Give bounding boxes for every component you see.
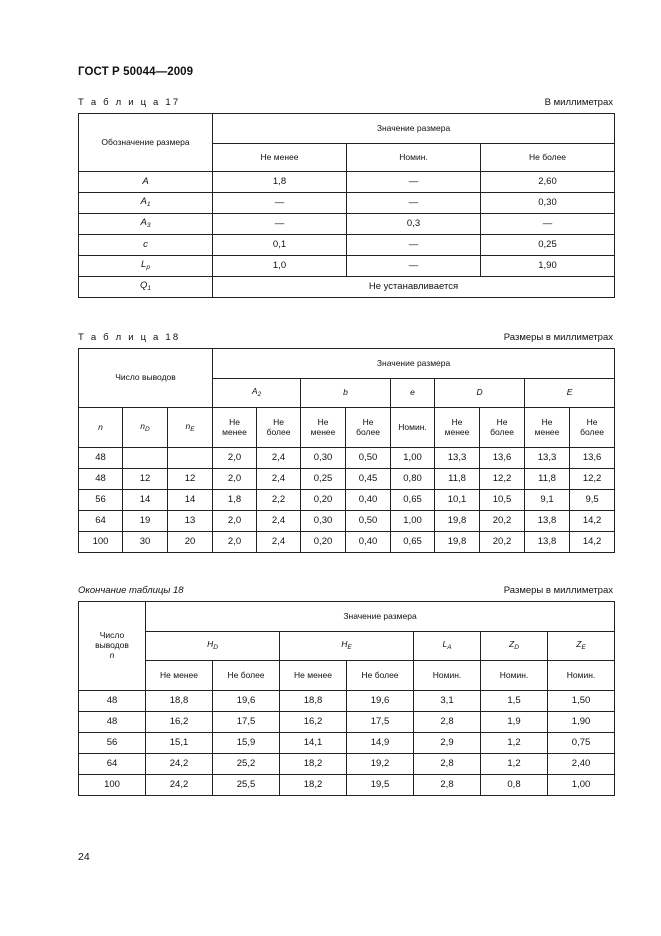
table-cell: 17,5 <box>347 712 414 733</box>
table-cell: 48 <box>79 712 146 733</box>
table-cell: 64 <box>79 511 123 532</box>
table-cell: 2,8 <box>414 775 481 796</box>
table-cell: 24,2 <box>146 775 213 796</box>
table-cell: 1,90 <box>481 256 615 277</box>
table-cell: 16,2 <box>280 712 347 733</box>
table18-sub-max: Не более <box>480 408 525 448</box>
page-number: 24 <box>78 851 90 863</box>
table18-sub-max: Не более <box>570 408 615 448</box>
table-row <box>79 691 615 712</box>
table-cell: 19,6 <box>347 691 414 712</box>
table-cell: 48 <box>79 448 123 469</box>
table18b-units: Размеры в миллиметрах <box>503 585 613 596</box>
table-cell: 18,8 <box>146 691 213 712</box>
table-cell: 2,0 <box>213 448 257 469</box>
table-cell: 2,9 <box>414 733 481 754</box>
size-symbol: $Q_1$ <box>79 277 213 298</box>
table18-sub-min: Не менее <box>213 408 257 448</box>
table-cell: 15,1 <box>146 733 213 754</box>
table17-sub-max: Не более <box>481 144 615 172</box>
table-cell: 0,30 <box>481 193 615 214</box>
table-row <box>79 754 615 775</box>
table-row <box>79 511 615 532</box>
size-symbol: c <box>79 235 213 256</box>
table18b-sub-min: Не менее <box>280 661 347 691</box>
table-cell: 56 <box>79 490 123 511</box>
table18b-group-hd: $H_D$ <box>146 632 280 661</box>
table-cell: 2,40 <box>548 754 615 775</box>
size-symbol: $A_1$ <box>79 193 213 214</box>
table-cell: 2,0 <box>213 469 257 490</box>
table18-group-d: D <box>435 379 525 408</box>
table-cell: 2,8 <box>414 754 481 775</box>
table-cell: 0,20 <box>301 490 346 511</box>
table-row <box>79 448 615 469</box>
table-cell: — <box>347 193 481 214</box>
table-cell: 10,1 <box>435 490 480 511</box>
table-cell: 0,8 <box>481 775 548 796</box>
table-cell: 17,5 <box>213 712 280 733</box>
table-cell: 20,2 <box>480 511 525 532</box>
table-cell: 9,5 <box>570 490 615 511</box>
table-cell: 2,4 <box>257 511 301 532</box>
size-symbol: $A_3$ <box>79 214 213 235</box>
table18-sub-min: Не менее <box>525 408 570 448</box>
size-symbol: A <box>79 172 213 193</box>
table-cell: 19,8 <box>435 532 480 553</box>
table-cell: 100 <box>79 532 123 553</box>
table-cell: 13,8 <box>525 511 570 532</box>
table18-col-nd: $n_D$ <box>123 408 168 448</box>
table18-caption: Т а б л и ц а 18 <box>78 332 181 343</box>
table17-sub-nom: Номин. <box>347 144 481 172</box>
table18b-col-leads: Число выводов n <box>79 602 146 691</box>
table-cell: 1,2 <box>481 733 548 754</box>
table18b-sub-nom: Номин. <box>548 661 615 691</box>
table-cell: 0,1 <box>213 235 347 256</box>
table-cell: — <box>213 214 347 235</box>
table-cell: 2,0 <box>213 532 257 553</box>
table-cell: 12 <box>123 469 168 490</box>
table-cell: 0,45 <box>346 469 391 490</box>
table-cell: 56 <box>79 733 146 754</box>
table17-col-size: Обозначение размера <box>79 114 213 172</box>
table-cell: 1,8 <box>213 172 347 193</box>
table18b-sub-max: Не более <box>347 661 414 691</box>
table-cell: 13,3 <box>435 448 480 469</box>
table18b-sub-min: Не менее <box>146 661 213 691</box>
table18-group-e: e <box>391 379 435 408</box>
table18b-group-he: $H_E$ <box>280 632 414 661</box>
table-cell: 14 <box>123 490 168 511</box>
table-cell: 1,50 <box>548 691 615 712</box>
table17-units: В миллиметрах <box>544 97 613 108</box>
table-cell: 0,3 <box>347 214 481 235</box>
table-cell: — <box>347 235 481 256</box>
table18-sub-max: Не более <box>257 408 301 448</box>
table-row <box>79 235 615 256</box>
table-cell: 1,00 <box>391 448 435 469</box>
table18-group-b: b <box>301 379 391 408</box>
table-cell: 25,5 <box>213 775 280 796</box>
table18-sub-nom: Номин. <box>391 408 435 448</box>
table18-group-e-body: E <box>525 379 615 408</box>
table-row <box>79 193 615 214</box>
table-row <box>79 277 615 298</box>
table18-col-ne: $n_E$ <box>168 408 213 448</box>
table-cell: 20,2 <box>480 532 525 553</box>
table-cell: 9,1 <box>525 490 570 511</box>
table-cell: 14,9 <box>347 733 414 754</box>
table18b-caption: Окончание таблицы 18 <box>78 585 184 596</box>
table-row <box>79 532 615 553</box>
table18-col-leads: Число выводов <box>79 349 213 408</box>
table-cell: 12,2 <box>480 469 525 490</box>
table-row <box>79 733 615 754</box>
table-cell: 0,30 <box>301 448 346 469</box>
table-cell: — <box>213 193 347 214</box>
table-row <box>79 490 615 511</box>
table-cell: 14,2 <box>570 532 615 553</box>
table-cell: 2,4 <box>257 532 301 553</box>
table-cell: 0,50 <box>346 448 391 469</box>
table-row <box>79 256 615 277</box>
table-cell: 30 <box>123 532 168 553</box>
table18-group-a2: $A_2$ <box>213 379 301 408</box>
table-cell: 1,00 <box>391 511 435 532</box>
table-cell: 0,40 <box>346 532 391 553</box>
table18-sub-max: Не более <box>346 408 391 448</box>
table-cell: 18,2 <box>280 775 347 796</box>
table-cell: 14,1 <box>280 733 347 754</box>
table-cell: 14,2 <box>570 511 615 532</box>
table-cell: 1,2 <box>481 754 548 775</box>
table-cell: 18,2 <box>280 754 347 775</box>
table-cell: 0,50 <box>346 511 391 532</box>
table17-sub-min: Не менее <box>213 144 347 172</box>
table-cell: 13 <box>168 511 213 532</box>
table-cell: 3,1 <box>414 691 481 712</box>
table-cell: 12 <box>168 469 213 490</box>
table-cell: 19,8 <box>435 511 480 532</box>
table18-sub-min: Не менее <box>435 408 480 448</box>
table18-units: Размеры в миллиметрах <box>503 332 613 343</box>
table-cell: 0,25 <box>481 235 615 256</box>
table-cell: 10,5 <box>480 490 525 511</box>
table-cell: 1,90 <box>548 712 615 733</box>
table-cell: 19,2 <box>347 754 414 775</box>
table18b-group-la: $L_A$ <box>414 632 481 661</box>
table17 <box>78 113 615 298</box>
table18b-sub-nom: Номин. <box>414 661 481 691</box>
table-cell: 0,20 <box>301 532 346 553</box>
table-cell: 100 <box>79 775 146 796</box>
table-cell: 0,80 <box>391 469 435 490</box>
table-cell: 48 <box>79 469 123 490</box>
table-cell: 1,9 <box>481 712 548 733</box>
table-cell: 2,0 <box>213 511 257 532</box>
table-cell: 12,2 <box>570 469 615 490</box>
table-cell: — <box>347 256 481 277</box>
table-cell <box>168 448 213 469</box>
table-cell: 13,6 <box>480 448 525 469</box>
table-cell <box>123 448 168 469</box>
table-cell: 2,60 <box>481 172 615 193</box>
table17-caption: Т а б л и ц а 17 <box>78 97 181 108</box>
table-cell: 16,2 <box>146 712 213 733</box>
table-row <box>79 775 615 796</box>
table-cell: 48 <box>79 691 146 712</box>
table-cell: 19 <box>123 511 168 532</box>
table18-sub-min: Не менее <box>301 408 346 448</box>
table18b-group-ze: $Z_E$ <box>548 632 615 661</box>
table-row <box>79 712 615 733</box>
table-cell: 11,8 <box>525 469 570 490</box>
table18-col-value: Значение размера <box>213 349 615 379</box>
table-cell: — <box>481 214 615 235</box>
table-row <box>79 469 615 490</box>
table-row <box>79 172 615 193</box>
table-cell: 2,4 <box>257 469 301 490</box>
table-cell: 1,5 <box>481 691 548 712</box>
table-cell: 1,8 <box>213 490 257 511</box>
table18-col-n: n <box>79 408 123 448</box>
table-cell: 19,5 <box>347 775 414 796</box>
table18b-col-value: Значение размера <box>146 602 615 632</box>
document-title: ГОСТ Р 50044—2009 <box>78 66 194 78</box>
table17-col-value: Значение размера <box>213 114 615 144</box>
table18b-sub-nom: Номин. <box>481 661 548 691</box>
table18b-group-zd: $Z_D$ <box>481 632 548 661</box>
table-cell: 1,00 <box>548 775 615 796</box>
table18b-sub-max: Не более <box>213 661 280 691</box>
table-cell: 13,8 <box>525 532 570 553</box>
table-cell: 13,3 <box>525 448 570 469</box>
size-symbol: $L_p$ <box>79 256 213 277</box>
table-cell: 24,2 <box>146 754 213 775</box>
table-cell: 2,2 <box>257 490 301 511</box>
table-cell: 19,6 <box>213 691 280 712</box>
table-cell: — <box>347 172 481 193</box>
table-cell: 0,75 <box>548 733 615 754</box>
table18 <box>78 348 615 553</box>
table18b <box>78 601 615 796</box>
table-cell: 0,65 <box>391 532 435 553</box>
table-cell: 1,0 <box>213 256 347 277</box>
table-cell: 0,30 <box>301 511 346 532</box>
table-row <box>79 214 615 235</box>
table-cell: 18,8 <box>280 691 347 712</box>
note-cell: Не устанавливается <box>213 277 615 298</box>
table-cell: 2,4 <box>257 448 301 469</box>
table-cell: 25,2 <box>213 754 280 775</box>
table-cell: 0,40 <box>346 490 391 511</box>
table-cell: 0,65 <box>391 490 435 511</box>
table-cell: 2,8 <box>414 712 481 733</box>
table-cell: 14 <box>168 490 213 511</box>
table-cell: 64 <box>79 754 146 775</box>
table-cell: 0,25 <box>301 469 346 490</box>
table-cell: 15,9 <box>213 733 280 754</box>
table-cell: 11,8 <box>435 469 480 490</box>
table-cell: 20 <box>168 532 213 553</box>
table-cell: 13,6 <box>570 448 615 469</box>
